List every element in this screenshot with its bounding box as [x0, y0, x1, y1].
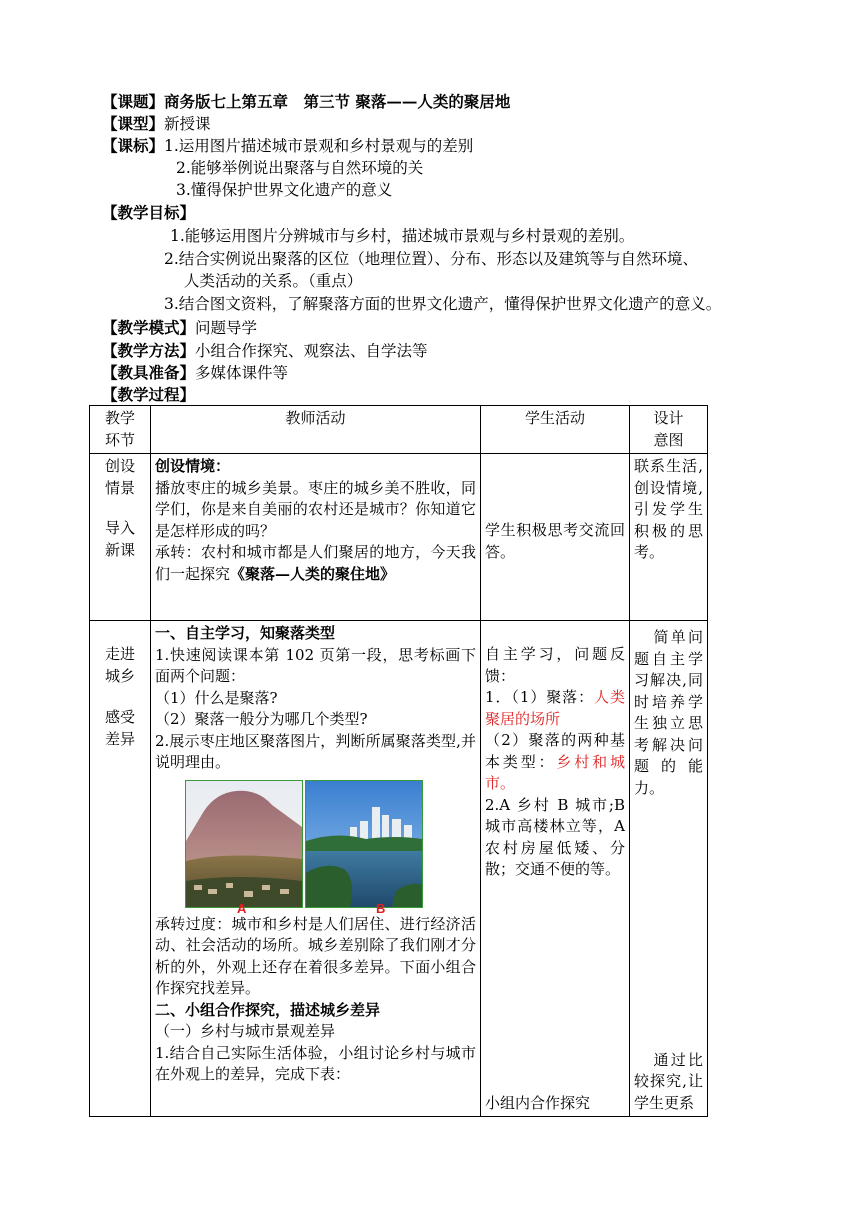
row2-phase-d: 差异: [104, 729, 135, 748]
lesson-type: [102, 113, 211, 135]
row2-phase: [90, 621, 151, 1117]
sec2-title: 二、小组合作探究，描述城乡差异: [155, 1000, 381, 1019]
lesson-type-label: 【课型】: [102, 114, 165, 133]
row1-teacher-transition: [155, 542, 476, 585]
standard-1: 1.运用图片描述城市景观和乡村景观与的差别: [164, 137, 474, 155]
row2-design: [630, 621, 708, 1117]
row2-student-a: 自主学习，问题反馈：: [485, 645, 625, 685]
sec2-subtitle: （一）乡村与城市景观差异: [155, 1022, 336, 1040]
table-row: [90, 454, 708, 621]
row1-phase-b: 情景: [104, 478, 135, 497]
standard-2: 2.能够举例说出聚落与自然环境的关: [176, 159, 424, 177]
row2-student-e: 小组内合作探究: [485, 1093, 591, 1112]
teaching-mode-value: 问题导学: [195, 319, 258, 337]
sec2-question: 1.结合自己实际生活体验，小组讨论乡村与城市在外观上的差异，完成下表：: [155, 1043, 476, 1083]
header-student-text: 学生活动: [524, 409, 585, 427]
row2-phase-b: 城乡: [104, 666, 135, 685]
row1-student-text: 学生积极思考交流回答。: [485, 521, 625, 561]
row1-phase: [90, 454, 151, 621]
table-header-row: [90, 406, 708, 454]
row2-design-b: 通过比较探究,让学生更系: [634, 1050, 703, 1112]
goal-2a: 2.结合实例说出聚落的区位（地理位置）、分布、形态以及建筑等与自然环境、: [164, 250, 699, 268]
row2-student-b-answer: 人类聚居的场所: [485, 688, 625, 728]
header-teacher: [151, 406, 481, 454]
teaching-mode: [102, 317, 257, 339]
header-design-text: 设计 意图: [653, 409, 684, 449]
row1-phase-a: 创设: [104, 457, 135, 475]
header-phase: [90, 406, 151, 454]
lesson-standard-label: 【课标】: [102, 136, 165, 155]
photo-area: [155, 774, 476, 914]
row2-transition: 承转过度：城市和乡村是人们居住、进行经济活动、社会活动的场所。城乡差别除了我们刚才分析的外，外观上还存在着很多差异。下面小组合作探究找差异。: [155, 914, 476, 997]
header-phase-text: 教学 环节: [104, 409, 135, 449]
row2-student-b-text: 1．（1）聚落：: [485, 688, 595, 706]
row2-student-c-answer: 乡村和城市。: [485, 752, 625, 792]
row1-design: [630, 454, 708, 621]
lesson-topic: 【课题】商务版七上第五章 第三节 聚落——人类的聚居地: [102, 92, 511, 111]
sec1-question: 1.快速阅读课本第 102 页第一段，思考标画下面两个问题：: [155, 645, 476, 685]
row2-student-b: [485, 687, 625, 730]
teaching-mode-label: 【教学模式】: [102, 318, 196, 337]
teaching-prep: [102, 362, 288, 384]
lesson-process-table: [89, 405, 708, 1117]
row1-teacher-title: 创设情境：: [155, 457, 231, 475]
goal-2b: 人类活动的关系。（重点）: [184, 272, 363, 290]
row1-transition-text: 承转：农村和城市都是人们聚居的地方，今天我们一起探究: [155, 543, 476, 583]
row1-phase-c: 导入: [104, 519, 135, 537]
goals-label: 【教学目标】: [102, 203, 196, 222]
row1-phase-d: 新课: [104, 540, 135, 559]
row2-phase-c: 感受: [104, 708, 135, 726]
teaching-prep-label: 【教具准备】: [102, 363, 196, 382]
goal-3: 3.结合图文资料，了解聚落方面的世界文化遗产，懂得保护世界文化遗产的意义。: [164, 295, 722, 313]
teaching-method-label: 【教学方法】: [102, 341, 196, 360]
photo-a-label: A: [237, 900, 247, 916]
photo-b-label: B: [376, 900, 386, 916]
lesson-standard: [102, 135, 473, 157]
sec1-question-1: （1）什么是聚落?: [155, 688, 278, 707]
row1-teacher: [151, 454, 481, 621]
city-photo: [305, 780, 423, 908]
teaching-prep-value: 多媒体课件等: [195, 364, 289, 382]
row1-topic-bold: 《聚落—人类的聚住地》: [230, 564, 396, 583]
row1-student: [481, 454, 630, 621]
row2-student: [481, 621, 630, 1117]
lesson-type-value: 新授课: [164, 115, 211, 133]
header-teacher-text: 教师活动: [285, 409, 346, 427]
row1-teacher-text: 播放枣庄的城乡美景。枣庄的城乡美不胜收，同学们，你是来自美丽的农村还是城市？你知道它是怎样形成的吗？: [155, 478, 476, 540]
process-label: 【教学过程】: [102, 385, 196, 404]
sec1-question-2: （2）聚落一般分为哪几个类型?: [155, 710, 368, 728]
standard-3: 3.懂得保护世界文化遗产的意义: [176, 181, 393, 199]
row1-design-text: 联系生活,创设情境,引发学生积极的思考。: [634, 457, 703, 561]
village-photo: [185, 780, 303, 908]
row2-design-a: 简单问题自主学习解决,同时培养学生独立思考解决问题的能力。: [634, 628, 703, 797]
row2-student-d: 2.A 乡村 B 城市;B 城市高楼林立等，A 农村房屋低矮、分散；交通不便的等。: [485, 795, 625, 878]
teaching-method: [102, 340, 428, 362]
row2-student-c-text: （2）聚落的两种基本类型：: [485, 731, 625, 771]
header-student: [481, 406, 630, 454]
row2-student-c: [485, 730, 625, 795]
row2-teacher: [151, 621, 481, 1117]
table-row: [90, 621, 708, 1117]
sec1-question-3: 2.展示枣庄地区聚落图片，判断所属聚落类型,并说明理由。: [155, 731, 476, 771]
teaching-method-value: 小组合作探究、观察法、自学法等: [195, 342, 428, 360]
sec1-title: 一、自主学习，知聚落类型: [155, 624, 336, 642]
goal-1: 1.能够运用图片分辨城市与乡村，描述城市景观与乡村景观的差别。: [170, 227, 635, 245]
row2-phase-a: 走进: [104, 645, 135, 663]
header-design: [630, 406, 708, 454]
